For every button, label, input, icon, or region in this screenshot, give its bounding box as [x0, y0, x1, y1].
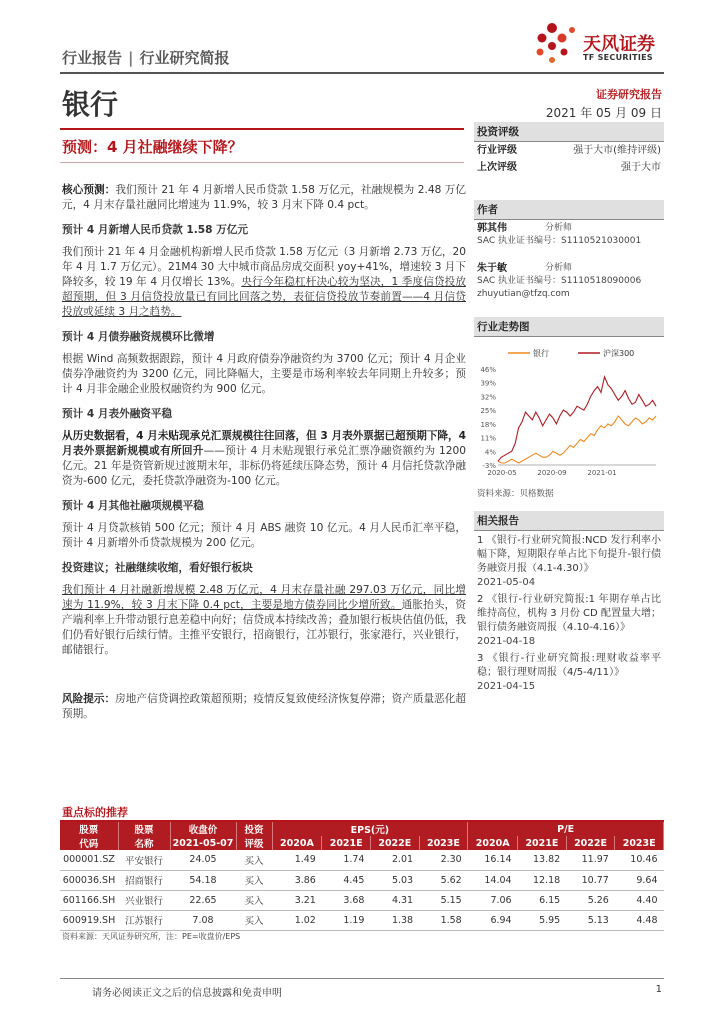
previous-rating: 上次评级 强于大市: [477, 162, 661, 173]
author-1: 郭其伟 分析师 SAC 执业证书编号：S1110521030001: [477, 223, 642, 246]
core-forecast: 核心预测：我们预计 21 年 4 月新增人民币贷款 1.58 万亿元，社融规模为 2.48 万亿元，4 月末存量社融同比增速为 11.9%，较 3 月末下降 0.4 pct。: [62, 184, 466, 211]
authors-header: 作者: [474, 200, 664, 220]
related-report-3[interactable]: 3 《银行-行业研究简报:理财收益率平稳；银行理财周报（4/5-4/11）》: [477, 653, 661, 678]
title-underline: [60, 162, 464, 163]
section-text-offbalance: 从历史数据看，4 月未贴现承兑汇票规模往往回落，但 3 月表外票据已超预期下降，4 月表外票据新规模或有所回升——预计 4 月未贴现银行承兑汇票净融资额约为 1200 亿元。21 年是资管新规过渡期末年，非标仍将延续压降态势，预计 4 月信托贷款净融资为-600 亿元，委托贷款净融资为-100 亿元。: [62, 430, 466, 487]
related-reports: 1 《银行-行业研究简报:NCD 发行利率小幅下降，短期限存单占比下旬提升-银行债务融资月报（4.1-4.30）》 2021-05-04 2 《银行-行业研究简报:1 年期存单占比维持高位，机构 3 月份 CD 配置量大增；银行债务融资周报（4.10-4.16）》 2021-04-18 3 《银行-行业研究简报:理财收益率平稳；银行理财周报（4/5-4/11）》 2021-04-15: [477, 535, 661, 692]
table-header-row-1: 股票 股票 收盘价 投资 EPS(元) P/E: [60, 822, 664, 836]
page-title: 预测：4 月社融继续下降？: [62, 138, 243, 156]
y-tick-label: 46%: [480, 366, 496, 374]
table-row: 600919.SH 江苏银行 7.08 买入 1.02 1.19 1.38 1.58 6.94 5.95 5.13 4.48: [60, 910, 664, 930]
table-row: 600036.SH 招商银行 54.18 买入 3.86 4.45 5.03 5.62 14.04 12.18 10.77 9.64: [60, 870, 664, 890]
y-tick-label: 4%: [484, 448, 496, 457]
section-text-advice: 我们预计 4 月社融新增规模 2.48 万亿元，4 月末存量社融 297.03 万亿元，同比增速为 11.9%，较 3 月末下降 0.4 pct，主要是地方债券同比少增所致。通胀抬头，资产端利率上升带动银行息差稳中向好；信贷成本持续改善；叠加银行板块估值仍低，我们仍看好银行后续行情。主推平安银行，招商银行，江苏银行，张家港行，兴业银行，邮储银行。: [62, 584, 466, 656]
legend-label-0: 银行: [533, 349, 549, 358]
related-report-1[interactable]: 1 《银行-行业研究简报:NCD 发行利率小幅下降，短期限存单占比下旬提升-银行债务融资月报（4.1-4.30）》: [477, 535, 661, 574]
y-tick-label: 18%: [480, 420, 496, 429]
trend-source: 资料来源：贝格数据: [477, 489, 554, 499]
rating-header: 投资评级: [474, 122, 664, 142]
x-tick-label: 2020-05: [487, 469, 517, 477]
table-title: 重点标的推荐: [62, 806, 128, 819]
header-divider: [60, 72, 664, 74]
footer-disclaimer[interactable]: 请务必阅读正文之后的信息披露和免责申明: [92, 988, 282, 999]
related-report-2[interactable]: 2 《银行-行业研究简报:1 年期存单占比维持高位，机构 3 月份 CD 配置量大增；银行债务融资周报（4.10-4.16）》: [477, 594, 661, 633]
y-tick-label: 32%: [480, 393, 496, 402]
section-text-loans: 我们预计 21 年 4 月金融机构新增人民币贷款 1.58 万亿元（3 月新增 2.73 万亿，20 年 4 月 1.7 万亿元）。21M4 30 大中城市商品房成交面积 yoy+41%，增速较 3 月下降较多，较 19 年 4 月仅增长 13%。央行今年稳杠杆决心较为坚决，1 季度信贷投放超预期，但 3 月信贷投放量已有同比回落之势，表征信贷投放节奏前置——4 月信贷投放或延续 3 月之趋势。: [62, 246, 466, 318]
y-tick-label: 11%: [480, 434, 496, 443]
section-title-bonds: 预计 4 月债券融资规模环比微增: [62, 331, 215, 343]
author-email[interactable]: zhuyutian@tfzq.com: [477, 289, 570, 299]
table-header-row-2: 代码 名称 2021-05-07 评级 2020A 2021E 2022E 2023E 2020A 2021E 2022E 2023E: [60, 836, 664, 850]
doc-type: 证券研究报告: [596, 88, 662, 101]
sidebar: [474, 122, 664, 700]
main-content: [62, 183, 466, 722]
page-number: 1: [655, 984, 662, 995]
related-header: 相关报告: [474, 511, 664, 531]
trend-chart: [474, 343, 664, 485]
risk-warning: 风险提示：房地产信贷调控政策超预期；疫情反复致使经济恢复停滞；资产质量恶化超预期。: [62, 693, 467, 720]
author-2: 朱于敏 分析师 SAC 执业证书编号：S1110518090006 zhuyutian@tfzq.com: [474, 260, 664, 303]
section-title-advice: 投资建议；社融继续收缩，看好银行板块: [62, 562, 253, 574]
industry-rating: 行业评级 强于大市(维持评级): [477, 145, 661, 156]
section-text-other: 预计 4 月贷款核销 500 亿元；预计 4 月 ABS 融资 10 亿元。4 月人民币汇率平稳，预计 4 月新增外币贷款规模为 200 亿元。: [62, 522, 466, 549]
trend-chart-svg: [474, 343, 664, 485]
x-tick-label: 2021-01: [587, 469, 617, 477]
section-title-offbalance: 预计 4 月表外融资平稳: [62, 408, 173, 420]
sector-title: 银行: [62, 88, 119, 121]
table-row: 601166.SH 兴业银行 22.65 买入 3.21 3.68 4.31 5.15 7.06 6.15 5.26 4.40: [60, 890, 664, 910]
y-tick-label: 25%: [480, 407, 496, 416]
trend-header: 行业走势图: [474, 317, 664, 337]
y-tick-label: -3%: [482, 462, 496, 470]
x-tick-label: 2020-09: [537, 469, 567, 477]
logo-text-cn: 天风证券: [583, 34, 655, 55]
title-bar: [60, 128, 464, 130]
report-date: 2021 年 05 月 09 日: [545, 106, 662, 120]
series-line-1: [498, 377, 656, 461]
y-tick-label: 39%: [480, 379, 496, 388]
table-source: 资料来源：天风证券研究所，注：PE=收盘价/EPS: [62, 932, 241, 941]
logo-text-en: TF SECURITIES: [583, 53, 653, 62]
section-title-other: 预计 4 月其他社融项规模平稳: [62, 500, 204, 512]
section-title-loans: 预计 4 月新增人民币贷款 1.58 万亿元: [62, 224, 248, 236]
report-category: 行业报告 | 行业研究简报: [62, 49, 230, 67]
section-text-bonds: 根据 Wind 高频数据跟踪，预计 4 月政府债券净融资约为 3700 亿元；预计 4 月企业债券净融资约为 3200 亿元，同比降幅大，主要是市场利率较去年同期上升较多；预计 4 月非金融企业股权融资约为 900 亿元。: [62, 353, 466, 395]
recommendations-table: [60, 822, 664, 931]
table-row: 000001.SZ 平安银行 24.05 买入 1.49 1.74 2.01 2.30 16.14 13.82 11.97 10.46: [60, 850, 664, 870]
footer-divider: [60, 978, 664, 979]
legend-label-1: 沪深300: [603, 349, 635, 358]
